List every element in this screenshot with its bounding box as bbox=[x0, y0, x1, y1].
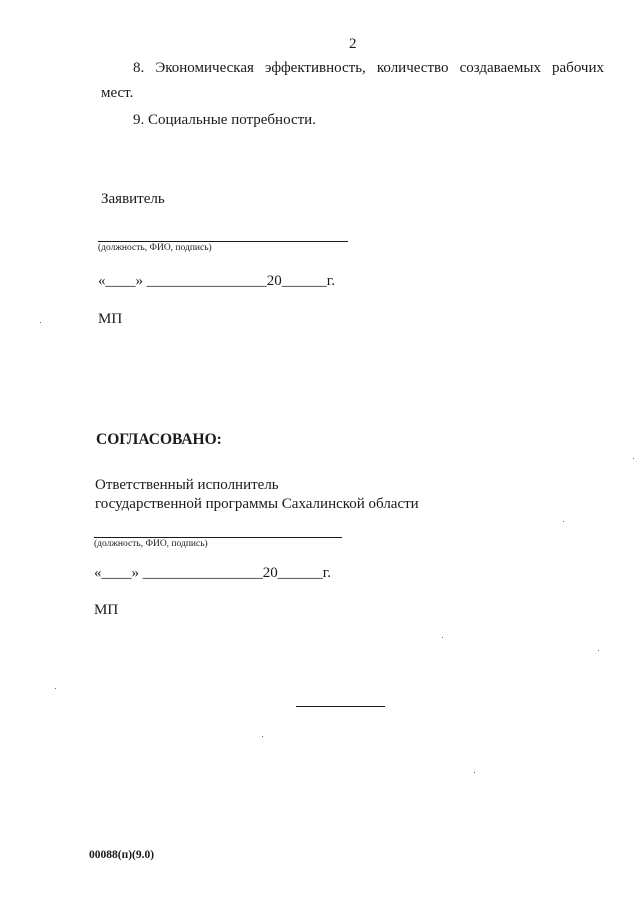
criteria-item-8: 8. Экономическая эффективность, количество создаваемых рабочих bbox=[133, 60, 604, 76]
applicant-signature-line bbox=[98, 241, 348, 242]
applicant-date-line: «____» ________________20______г. bbox=[98, 273, 335, 289]
applicant-signature-caption: (должность, ФИО, подпись) bbox=[98, 243, 212, 253]
scan-speck bbox=[474, 772, 475, 773]
page-number: 2 bbox=[349, 36, 357, 52]
scan-speck bbox=[633, 458, 634, 459]
executor-date-line: «____» ________________20______г. bbox=[94, 565, 331, 581]
scan-speck bbox=[598, 650, 599, 651]
executor-title-line-1: Ответственный исполнитель bbox=[95, 477, 279, 493]
scan-speck bbox=[40, 322, 41, 323]
executor-signature-caption: (должность, ФИО, подпись) bbox=[94, 539, 208, 549]
applicant-label: Заявитель bbox=[101, 191, 165, 207]
document-code: 00088(п)(9.0) bbox=[89, 849, 155, 861]
end-divider bbox=[296, 706, 385, 707]
executor-title-line-2: государственной программы Сахалинской области bbox=[95, 496, 419, 512]
executor-signature-line bbox=[94, 537, 342, 538]
applicant-stamp-place: МП bbox=[98, 311, 123, 327]
scan-speck bbox=[55, 688, 56, 689]
criteria-item-9: 9. Социальные потребности. bbox=[133, 112, 316, 128]
approval-heading: СОГЛАСОВАНО: bbox=[96, 431, 222, 448]
criteria-item-8-continuation: мест. bbox=[101, 85, 134, 101]
scan-speck bbox=[262, 736, 263, 737]
scan-speck bbox=[563, 521, 564, 522]
scan-speck bbox=[442, 637, 443, 638]
executor-stamp-place: МП bbox=[94, 602, 119, 618]
